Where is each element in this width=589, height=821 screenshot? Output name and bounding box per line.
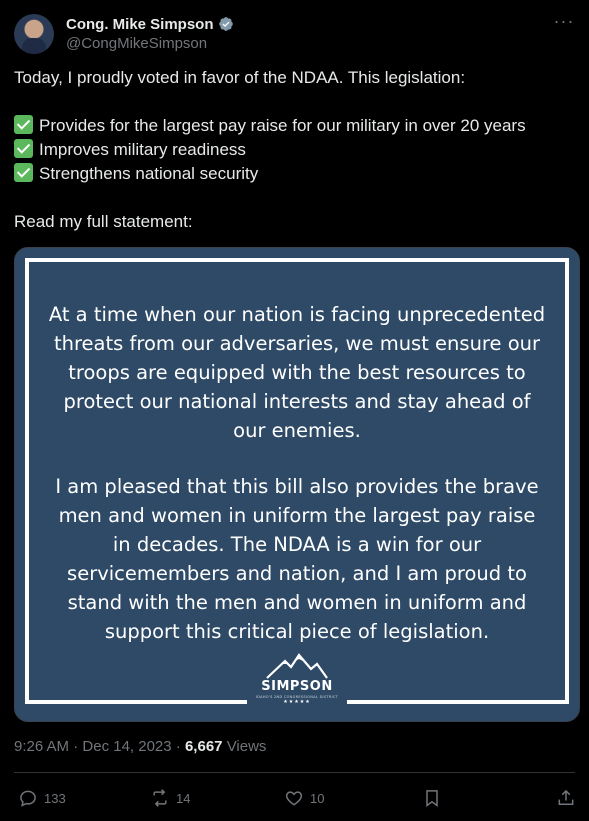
avatar[interactable] bbox=[14, 14, 54, 54]
tweet-bullet bbox=[14, 162, 574, 186]
views-count: 6,667 bbox=[184, 738, 223, 755]
tweet-bullet bbox=[14, 138, 574, 162]
bullet-text: Provides for the largest pay raise for our military in over 20 years bbox=[39, 116, 526, 135]
reply-count: 133 bbox=[44, 790, 66, 806]
tweet-image[interactable] bbox=[14, 247, 580, 722]
tweet-date[interactable]: Dec 14, 2023 bbox=[82, 738, 172, 755]
repost-count: 14 bbox=[176, 790, 191, 806]
check-mark-icon bbox=[14, 139, 33, 158]
bookmark-button[interactable] bbox=[422, 786, 448, 810]
logo-subtext: IDAHO'S 2ND CONGRESSIONAL DISTRICT bbox=[255, 695, 339, 699]
statement-paragraph-1: At a time when our nation is facing unprecedented threats from our adversaries, we must ensure our troops are equipped with the best resources to protect our national interests and stay ahead of our enemies. bbox=[48, 303, 546, 442]
bullet-text: Strengthens national security bbox=[39, 164, 259, 183]
statement-paragraph-2: I am pleased that this bill also provides the brave men and women in uniform the largest pay raise in decades. The NDAA is a win for our servicemembers and nation, and I am proud to stand with the men and women in uniform and support this critical piece of legislation. bbox=[55, 475, 539, 643]
tweet-text bbox=[14, 66, 574, 234]
tweet-time[interactable]: 9:26 AM bbox=[14, 738, 70, 755]
author-handle[interactable]: @CongMikeSimpson bbox=[66, 35, 208, 52]
like-count: 10 bbox=[310, 790, 325, 806]
tweet-outro: Read my full statement: bbox=[14, 212, 193, 231]
divider bbox=[14, 772, 575, 773]
like-button[interactable] bbox=[284, 786, 324, 810]
author-name-row[interactable] bbox=[66, 14, 234, 34]
share-button[interactable] bbox=[556, 786, 582, 810]
check-mark-icon bbox=[14, 115, 33, 134]
tweet-intro: Today, I proudly voted in favor of the NDAA. This legislation: bbox=[14, 68, 466, 87]
more-icon[interactable]: ··· bbox=[553, 11, 575, 31]
heart-icon bbox=[284, 788, 304, 808]
simpson-logo bbox=[247, 653, 347, 711]
action-bar bbox=[14, 786, 575, 810]
tweet-meta: 9:26 AM · Dec 14, 2023 · 6,667 Views bbox=[14, 738, 267, 755]
logo-stars: ★★★★★ bbox=[283, 699, 311, 705]
bullet-text: Improves military readiness bbox=[39, 140, 246, 159]
views-label: Views bbox=[226, 738, 267, 755]
check-mark-icon bbox=[14, 163, 33, 182]
tweet-bullet bbox=[14, 114, 574, 138]
mountain-icon bbox=[265, 653, 329, 679]
reply-button[interactable] bbox=[18, 786, 66, 810]
author-name[interactable]: Cong. Mike Simpson bbox=[66, 15, 214, 33]
reply-icon bbox=[18, 788, 38, 808]
logo-text: SIMPSON bbox=[261, 679, 333, 694]
repost-button[interactable] bbox=[150, 786, 190, 810]
verified-badge-icon bbox=[218, 16, 234, 32]
share-icon bbox=[556, 788, 576, 808]
tweet-header bbox=[14, 12, 575, 56]
repost-icon bbox=[150, 788, 170, 808]
statement-frame bbox=[25, 258, 569, 704]
bookmark-icon bbox=[422, 788, 442, 808]
